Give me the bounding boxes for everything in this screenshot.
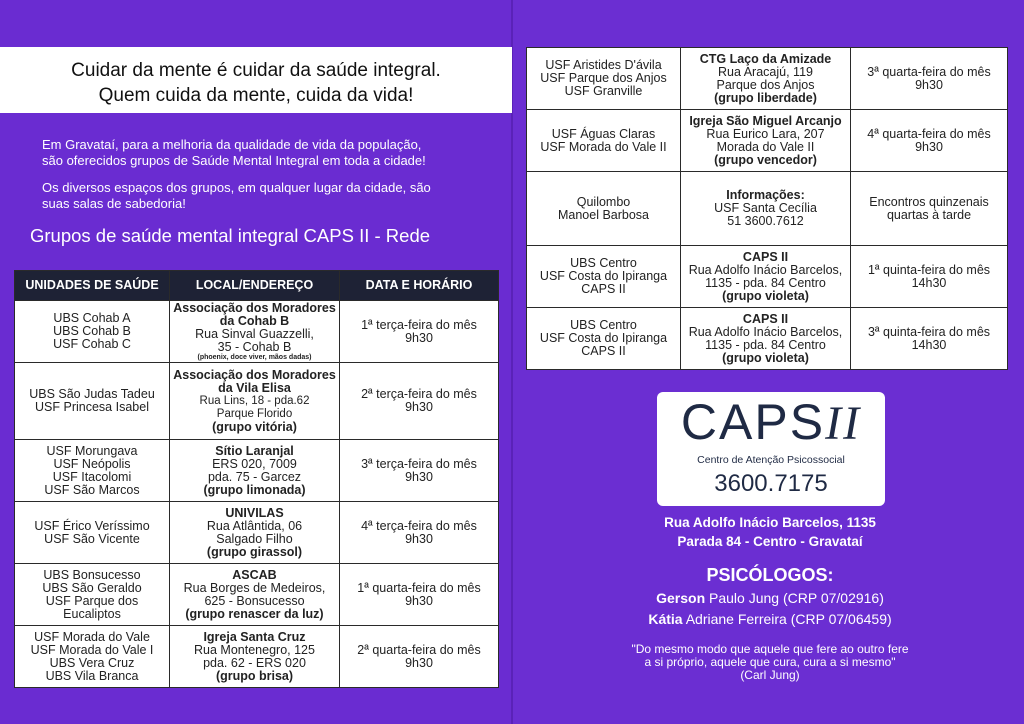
place-address: pda. 62 - ERS 020 bbox=[203, 655, 306, 670]
place-name: Igreja Santa Cruz bbox=[203, 629, 306, 644]
header-date: DATA E HORÁRIO bbox=[340, 271, 499, 301]
header-box bbox=[0, 47, 512, 113]
group-name: (grupo violeta) bbox=[722, 350, 809, 365]
unit-name: USF Águas Claras bbox=[551, 126, 656, 141]
place-name: Associação dos Moradores bbox=[173, 300, 336, 315]
psychologist-1-rest: Paulo Jung (CRP 07/02916) bbox=[705, 590, 884, 606]
unit-name: USF Itacolomi bbox=[52, 469, 132, 484]
place-address: 625 - Bonsucesso bbox=[204, 593, 305, 608]
place-name: Informações: bbox=[726, 188, 805, 202]
logo-subtitle: Centro de Atenção Psicossocial bbox=[697, 454, 845, 466]
intro-p2-line1: Os diversos espaços dos grupos, em qualquer lugar da cidade, são bbox=[42, 180, 431, 195]
date-cell bbox=[851, 110, 1008, 172]
meeting-time: 14h30 bbox=[911, 337, 947, 352]
psychologist-1-first: Gerson bbox=[656, 590, 706, 606]
unit-name: UBS São Judas Tadeu bbox=[29, 387, 155, 401]
group-note: (phoenix, doce viver, mãos dadas) bbox=[197, 353, 312, 361]
group-name: (grupo limonada) bbox=[203, 482, 306, 497]
intro-p2-line2: suas salas de sabedoria! bbox=[42, 196, 186, 211]
psychologist-2-rest: Adriane Ferreira (CRP 07/06459) bbox=[682, 611, 892, 627]
place-address: 1135 - pda. 84 Centro bbox=[705, 275, 826, 290]
unit-name: USF Morada do Vale I bbox=[30, 642, 154, 657]
place-name: da Cohab B bbox=[219, 313, 290, 328]
intro-p1-line2: são oferecidos grupos de Saúde Mental Integral em toda a cidade! bbox=[42, 153, 426, 168]
table-row bbox=[527, 172, 1008, 246]
date-cell bbox=[851, 48, 1008, 110]
unit-name: USF Érico Veríssimo bbox=[34, 518, 150, 533]
unit-name: UBS Vila Branca bbox=[45, 668, 139, 683]
place-address: Rua Adolfo Inácio Barcelos, bbox=[688, 262, 843, 277]
unit-name: UBS São Geraldo bbox=[42, 580, 142, 595]
quote-author: (Carl Jung) bbox=[740, 668, 800, 682]
units-cell bbox=[527, 308, 681, 370]
units-cell bbox=[527, 172, 681, 246]
location-cell bbox=[681, 172, 851, 246]
unit-name: USF São Marcos bbox=[44, 482, 140, 497]
meeting-time: 9h30 bbox=[915, 77, 943, 92]
place-address: Rua Borges de Medeiros, bbox=[183, 580, 326, 595]
units-cell bbox=[15, 502, 170, 564]
unit-name: Manoel Barbosa bbox=[557, 207, 650, 222]
unit-name: USF Morada do Vale II bbox=[540, 139, 667, 154]
units-cell bbox=[527, 246, 681, 308]
unit-name: USF Parque dos bbox=[45, 593, 139, 608]
table-row bbox=[15, 363, 499, 440]
unit-name: USF São Vicente bbox=[44, 531, 140, 546]
units-cell bbox=[15, 564, 170, 626]
meeting-date: 1ª quinta-feira do mês bbox=[867, 262, 991, 277]
unit-name: USF Morungava bbox=[46, 443, 138, 458]
units-cell bbox=[15, 301, 170, 363]
place-address: Rua Aracajú, 119 bbox=[718, 64, 813, 79]
place-address: 51 3600.7612 bbox=[727, 214, 804, 228]
place-address: Parque dos Anjos bbox=[716, 77, 815, 92]
table-row bbox=[15, 564, 499, 626]
header-units: UNIDADES DE SAÚDE bbox=[15, 271, 170, 301]
address-line-1: Rua Adolfo Inácio Barcelos, 1135 bbox=[664, 515, 876, 530]
place-name: CAPS II bbox=[742, 249, 789, 264]
table-row bbox=[527, 246, 1008, 308]
date-cell bbox=[340, 564, 499, 626]
place-name: da Vila Elisa bbox=[218, 380, 291, 395]
location-cell bbox=[681, 308, 851, 370]
place-name: UNIVILAS bbox=[225, 505, 284, 520]
place-address: Rua Montenegro, 125 bbox=[194, 642, 315, 657]
unit-name: USF Princesa Isabel bbox=[35, 400, 149, 414]
unit-name: USF Morada do Vale bbox=[34, 629, 150, 644]
meeting-date: 4ª quarta-feira do mês bbox=[867, 126, 991, 141]
location-cell bbox=[170, 564, 340, 626]
table-row bbox=[527, 48, 1008, 110]
meeting-date: 3ª terça-feira do mês bbox=[361, 456, 477, 471]
group-name: (grupo renascer da luz) bbox=[185, 606, 324, 621]
date-cell bbox=[851, 246, 1008, 308]
group-name: (grupo vitória) bbox=[212, 419, 297, 434]
unit-name: USF Parque dos Anjos bbox=[540, 71, 667, 85]
quote-line-2: a si próprio, aquele que cura, cura a si mesmo" bbox=[644, 655, 896, 669]
place-address: Rua Atlântida, 06 bbox=[206, 518, 303, 533]
place-address: Morada do Vale II bbox=[716, 139, 815, 154]
unit-name: USF Costa do Ipiranga bbox=[539, 269, 668, 283]
intro-paragraph-2 bbox=[42, 180, 482, 212]
quote bbox=[560, 643, 980, 682]
meeting-date: Encontros quinzenais bbox=[869, 194, 989, 209]
meeting-time: 14h30 bbox=[911, 275, 947, 290]
place-name: CTG Laço da Amizade bbox=[699, 51, 832, 66]
place-address: Parque Florido bbox=[216, 407, 293, 420]
units-cell bbox=[15, 440, 170, 502]
meeting-time: 9h30 bbox=[405, 330, 433, 345]
section-title: Grupos de saúde mental integral CAPS II - Rede bbox=[30, 225, 431, 246]
schedule-table-left bbox=[14, 270, 499, 688]
date-cell bbox=[340, 363, 499, 440]
logo-phone: 3600.7175 bbox=[714, 470, 828, 497]
group-name: (grupo violeta) bbox=[722, 288, 809, 303]
meeting-time: 9h30 bbox=[405, 593, 433, 608]
unit-name: UBS Cohab B bbox=[53, 324, 131, 338]
place-name: Associação dos Moradores bbox=[173, 367, 336, 382]
unit-name: UBS Centro bbox=[570, 256, 637, 270]
unit-name: USF Aristides D'ávila bbox=[545, 58, 662, 72]
date-cell bbox=[340, 626, 499, 688]
location-cell bbox=[170, 440, 340, 502]
meeting-time: 9h30 bbox=[915, 139, 943, 154]
place-address: 35 - Cohab B bbox=[217, 339, 292, 354]
unit-name: USF Granville bbox=[564, 84, 643, 98]
intro-paragraph-1 bbox=[42, 137, 482, 169]
date-cell bbox=[851, 172, 1008, 246]
table-row bbox=[527, 308, 1008, 370]
place-address: USF Santa Cecília bbox=[714, 201, 817, 215]
date-cell bbox=[851, 308, 1008, 370]
meeting-date: 3ª quarta-feira do mês bbox=[867, 64, 991, 79]
location-cell bbox=[170, 502, 340, 564]
table-row bbox=[527, 110, 1008, 172]
meeting-date: 2ª terça-feira do mês bbox=[361, 387, 477, 401]
group-name: (grupo girassol) bbox=[206, 544, 303, 559]
meeting-time: 9h30 bbox=[405, 400, 433, 414]
meeting-date: 1ª terça-feira do mês bbox=[361, 317, 477, 332]
header-line-1: Cuidar da mente é cuidar da saúde integral. bbox=[71, 60, 441, 81]
meeting-time: 9h30 bbox=[405, 531, 433, 546]
psychologist-1 bbox=[600, 590, 940, 606]
place-name: Sítio Laranjal bbox=[215, 443, 294, 458]
unit-name: Eucaliptos bbox=[63, 606, 121, 621]
unit-name: Quilombo bbox=[576, 194, 631, 209]
units-cell bbox=[15, 626, 170, 688]
psychologist-2 bbox=[600, 611, 940, 627]
unit-name: CAPS II bbox=[581, 344, 626, 358]
meeting-time: quartas à tarde bbox=[886, 207, 972, 222]
unit-name: USF Cohab C bbox=[53, 337, 131, 351]
meeting-date: 1ª quarta-feira do mês bbox=[357, 580, 481, 595]
meeting-date: 2ª quarta-feira do mês bbox=[357, 642, 481, 657]
meeting-time: 9h30 bbox=[405, 469, 433, 484]
meeting-date: 3ª quinta-feira do mês bbox=[867, 324, 991, 339]
place-name: CAPS II bbox=[742, 311, 789, 326]
address-line-2: Parada 84 - Centro - Gravataí bbox=[677, 534, 863, 549]
table-row bbox=[15, 440, 499, 502]
unit-name: UBS Centro bbox=[570, 318, 637, 332]
header-location: LOCAL/ENDEREÇO bbox=[170, 271, 340, 301]
location-cell bbox=[170, 626, 340, 688]
unit-name: CAPS II bbox=[581, 282, 626, 296]
place-address: Rua Eurico Lara, 207 bbox=[706, 126, 825, 141]
place-address: 1135 - pda. 84 Centro bbox=[705, 337, 826, 352]
units-cell bbox=[15, 363, 170, 440]
quote-line-1: "Do mesmo modo que aquele que fere ao outro fere bbox=[631, 642, 909, 656]
place-address: Rua Adolfo Inácio Barcelos, bbox=[688, 324, 843, 339]
psychologists-title: PSICÓLOGOS: bbox=[706, 565, 834, 585]
unit-name: USF Neópolis bbox=[53, 456, 131, 471]
date-cell bbox=[340, 301, 499, 363]
place-address: Rua Sinval Guazzelli, bbox=[195, 326, 314, 341]
meeting-date: 4ª terça-feira do mês bbox=[361, 518, 477, 533]
unit-name: UBS Vera Cruz bbox=[49, 655, 135, 670]
place-name: Igreja São Miguel Arcanjo bbox=[689, 113, 842, 128]
unit-name: UBS Bonsucesso bbox=[43, 567, 141, 582]
table-row bbox=[15, 626, 499, 688]
table-row bbox=[15, 502, 499, 564]
caps-logo bbox=[657, 392, 885, 506]
intro-p1-line1: Em Gravataí, para a melhoria da qualidade de vida da população, bbox=[42, 137, 422, 152]
location-cell bbox=[681, 48, 851, 110]
place-address: pda. 75 - Garcez bbox=[207, 469, 302, 484]
units-cell bbox=[527, 48, 681, 110]
header-line-2: Quem cuida da mente, cuida da vida! bbox=[98, 85, 414, 106]
logo-roman-text: II bbox=[825, 397, 862, 450]
place-name: ASCAB bbox=[232, 567, 277, 582]
place-address: Rua Lins, 18 - pda.62 bbox=[199, 394, 310, 407]
place-address: Salgado Filho bbox=[216, 531, 293, 546]
logo-caps-text: CAPS bbox=[680, 394, 826, 450]
schedule-table-right bbox=[526, 47, 1008, 370]
location-cell bbox=[170, 301, 340, 363]
psychologist-2-first: Kátia bbox=[648, 611, 683, 627]
location-cell bbox=[681, 110, 851, 172]
date-cell bbox=[340, 502, 499, 564]
units-cell bbox=[527, 110, 681, 172]
logo-title bbox=[657, 396, 885, 450]
date-cell bbox=[340, 440, 499, 502]
place-address: ERS 020, 7009 bbox=[212, 456, 297, 471]
unit-name: USF Costa do Ipiranga bbox=[539, 331, 668, 345]
group-name: (grupo brisa) bbox=[215, 668, 294, 683]
group-name: (grupo liberdade) bbox=[714, 90, 817, 105]
location-cell bbox=[681, 246, 851, 308]
group-name: (grupo vencedor) bbox=[714, 152, 817, 167]
table-row bbox=[15, 301, 499, 363]
meeting-time: 9h30 bbox=[405, 655, 433, 670]
location-cell bbox=[170, 363, 340, 440]
unit-name: UBS Cohab A bbox=[53, 311, 131, 325]
